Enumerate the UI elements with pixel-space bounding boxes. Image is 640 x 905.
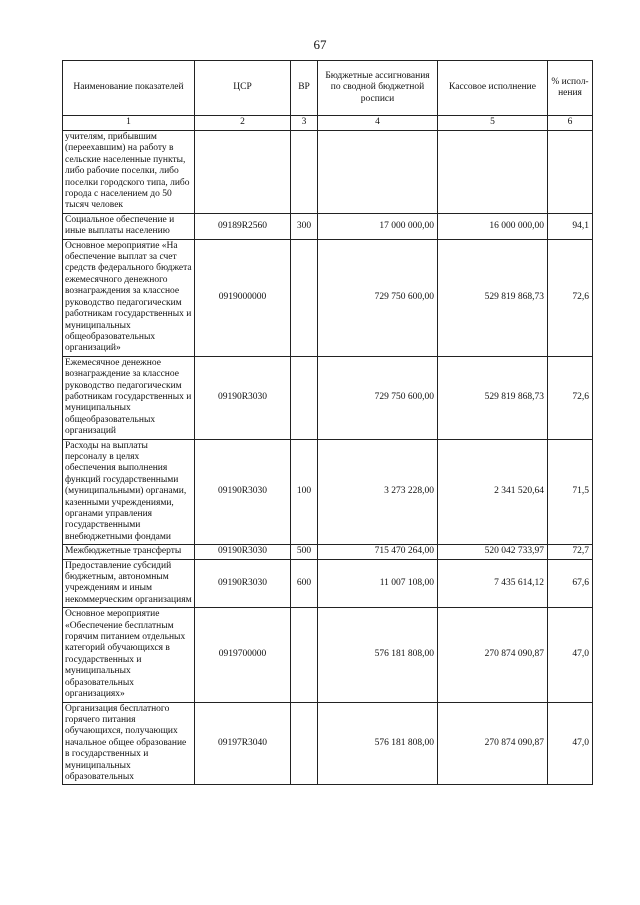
table-row <box>63 702 593 785</box>
row-percent: 94,1 <box>548 213 593 239</box>
header-row <box>63 61 593 116</box>
row-budget: 11 007 108,00 <box>318 559 438 608</box>
budget-execution-table <box>62 60 593 785</box>
row-percent: 67,6 <box>548 559 593 608</box>
row-name: учителям, прибывшим (переехавшим) на работу в сельские населенные пункты, либо рабочие поселки, либо поселки городского типа, либо города с населением до 50 тысяч человек <box>63 131 195 214</box>
row-executed: 529 819 868,73 <box>438 239 548 356</box>
row-percent: 72,6 <box>548 356 593 439</box>
row-budget: 729 750 600,00 <box>318 239 438 356</box>
row-name: Основное мероприятие «На обеспечение выплат за счет средств федерального бюджета ежемесячного денежного вознаграждения за классное руководство педагогическим работникам государственных и муниципальных общеобразовательных организаций» <box>63 239 195 356</box>
table-row <box>63 356 593 439</box>
table-row <box>63 559 593 608</box>
row-name: Организация бесплатного горячего питания обучающихся, получающих начальное общее образование в государственных и муниципальных образовательных <box>63 702 195 785</box>
row-vr <box>291 131 318 214</box>
row-csr: 09190R3030 <box>195 356 291 439</box>
table-row <box>63 439 593 545</box>
column-number-row <box>63 116 593 131</box>
header-budget: Бюджетные ассигнования по сводной бюджетной росписи <box>318 61 438 116</box>
table-row <box>63 545 593 559</box>
row-name: Основное мероприятие «Обеспечение бесплатным горячим питанием отдельных категорий обучающихся в государственных и муниципальных образовательных организациях» <box>63 608 195 702</box>
row-executed <box>438 131 548 214</box>
column-number: 3 <box>291 116 318 131</box>
row-vr <box>291 239 318 356</box>
row-budget: 729 750 600,00 <box>318 356 438 439</box>
row-csr: 09190R3030 <box>195 439 291 545</box>
row-budget: 715 470 264,00 <box>318 545 438 559</box>
table-row <box>63 131 593 214</box>
row-vr <box>291 356 318 439</box>
row-executed: 16 000 000,00 <box>438 213 548 239</box>
row-budget: 576 181 808,00 <box>318 702 438 785</box>
header-percent: % испол-нения <box>548 61 593 116</box>
row-csr: 09190R3030 <box>195 559 291 608</box>
row-executed: 270 874 090,87 <box>438 608 548 702</box>
row-name: Ежемесячное денежное вознаграждение за классное руководство педагогическим работникам государственных и муниципальных общеобразовательных организаций <box>63 356 195 439</box>
column-number: 5 <box>438 116 548 131</box>
row-executed: 2 341 520,64 <box>438 439 548 545</box>
row-budget: 576 181 808,00 <box>318 608 438 702</box>
row-name: Расходы на выплаты персоналу в целях обеспечения выполнения функций государственными (муниципальными) органами, казенными учреждениями, органами управления государственными внебюджетными фондами <box>63 439 195 545</box>
row-percent <box>548 131 593 214</box>
row-vr <box>291 702 318 785</box>
row-percent: 71,5 <box>548 439 593 545</box>
row-vr: 300 <box>291 213 318 239</box>
row-name: Межбюджетные трансферты <box>63 545 195 559</box>
row-csr: 0919000000 <box>195 239 291 356</box>
row-budget: 17 000 000,00 <box>318 213 438 239</box>
row-executed: 7 435 614,12 <box>438 559 548 608</box>
row-vr: 500 <box>291 545 318 559</box>
table-row <box>63 608 593 702</box>
column-number: 1 <box>63 116 195 131</box>
row-name: Предоставление субсидий бюджетным, автономным учреждениям и иным некоммерческим организациям <box>63 559 195 608</box>
row-csr: 09197R3040 <box>195 702 291 785</box>
table-row <box>63 213 593 239</box>
row-vr <box>291 608 318 702</box>
row-csr: 0919700000 <box>195 608 291 702</box>
row-vr: 600 <box>291 559 318 608</box>
row-budget <box>318 131 438 214</box>
header-executed: Кассовое исполнение <box>438 61 548 116</box>
row-percent: 72,7 <box>548 545 593 559</box>
row-executed: 270 874 090,87 <box>438 702 548 785</box>
row-percent: 47,0 <box>548 608 593 702</box>
row-percent: 47,0 <box>548 702 593 785</box>
row-csr <box>195 131 291 214</box>
header-csr: ЦСР <box>195 61 291 116</box>
row-budget: 3 273 228,00 <box>318 439 438 545</box>
column-number: 2 <box>195 116 291 131</box>
row-executed: 529 819 868,73 <box>438 356 548 439</box>
column-number: 6 <box>548 116 593 131</box>
row-percent: 72,6 <box>548 239 593 356</box>
header-vr: ВР <box>291 61 318 116</box>
row-executed: 520 042 733,97 <box>438 545 548 559</box>
table-row <box>63 239 593 356</box>
row-csr: 09190R3030 <box>195 545 291 559</box>
header-name: Наименование показателей <box>63 61 195 116</box>
row-name: Социальное обеспечение и иные выплаты населению <box>63 213 195 239</box>
column-number: 4 <box>318 116 438 131</box>
page-number: 67 <box>313 37 327 52</box>
row-csr: 09189R2560 <box>195 213 291 239</box>
row-vr: 100 <box>291 439 318 545</box>
